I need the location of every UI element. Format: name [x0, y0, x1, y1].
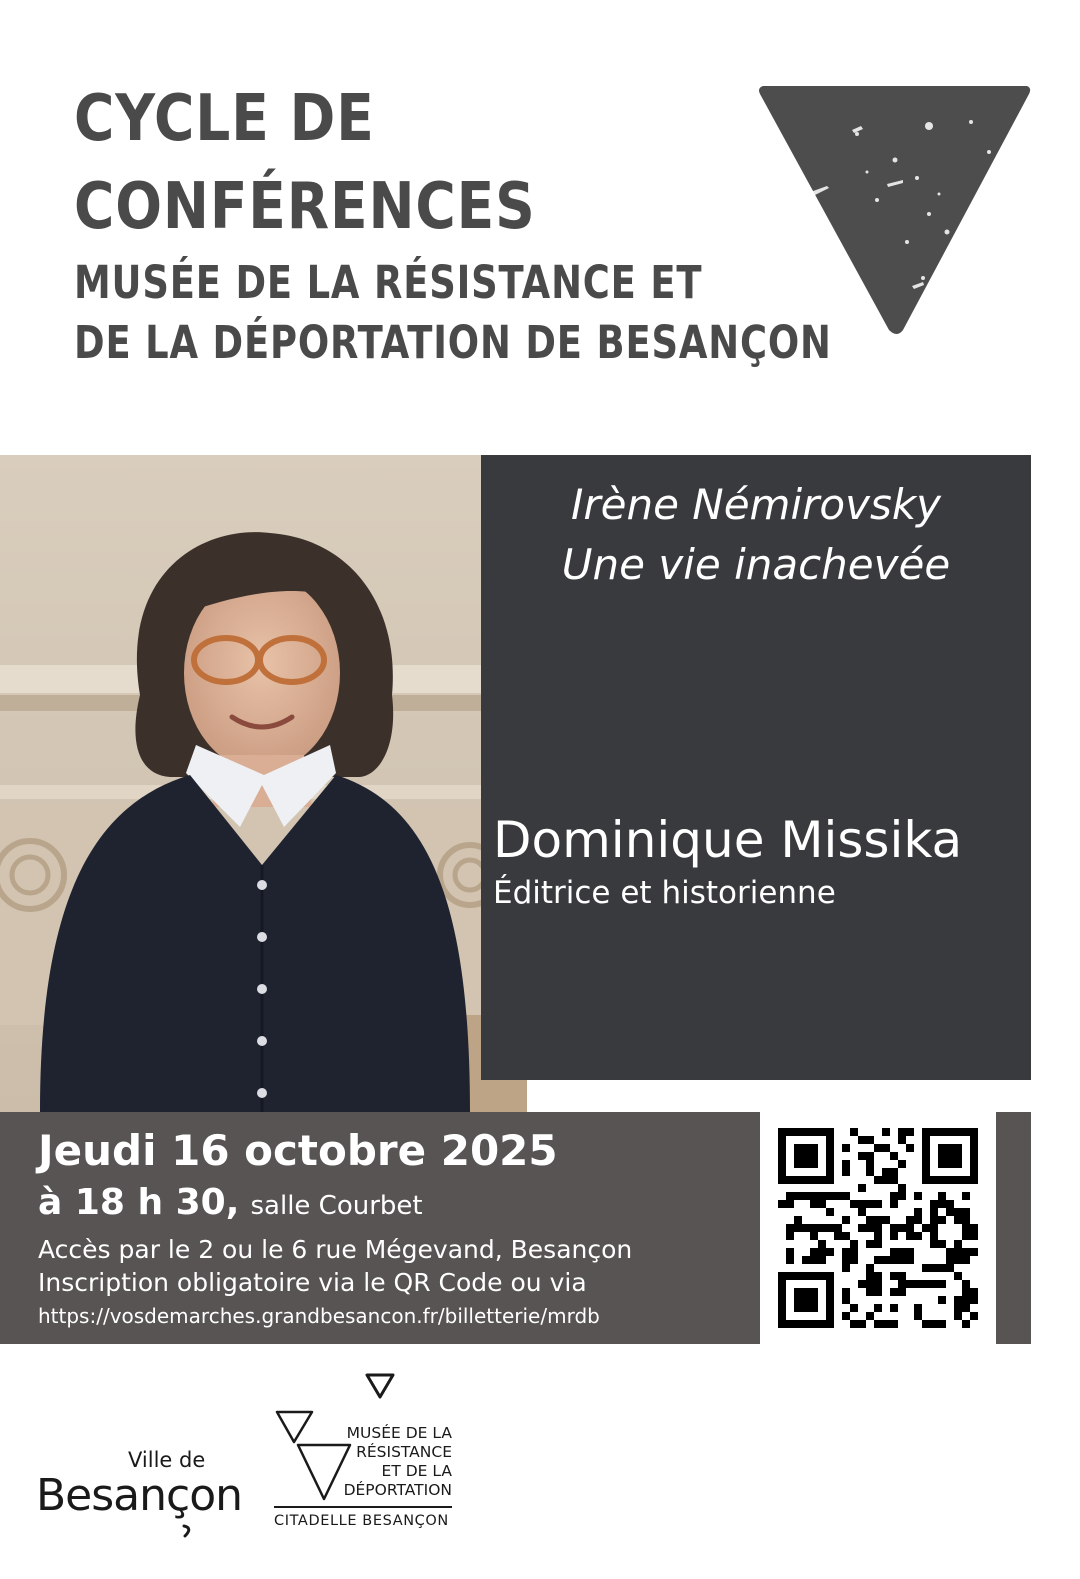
event-room: salle Courbet	[250, 1191, 423, 1221]
header-line-3: MUSÉE DE LA RÉSISTANCE ET	[74, 256, 703, 309]
qr-code-box[interactable]	[760, 1112, 996, 1344]
talk-title-line-1: Irène Némirovsky	[570, 480, 942, 529]
qr-code-icon[interactable]	[778, 1128, 978, 1328]
event-access: Accès par le 2 ou le 6 rue Mégevand, Besançon	[38, 1235, 633, 1264]
event-time-row	[38, 1182, 423, 1223]
talk-info-panel	[481, 455, 1031, 1080]
header-line-4: DE LA DÉPORTATION DE BESANÇON	[74, 316, 832, 369]
side-accent-bar	[996, 1112, 1031, 1344]
speaker-name: Dominique Missika	[493, 811, 963, 869]
musee-triangles-icon	[274, 1409, 354, 1504]
cedilla-mark-icon	[181, 1524, 195, 1538]
ville-de-besancon-logo	[36, 1448, 256, 1538]
event-date: Jeudi 16 octobre 2025	[38, 1126, 558, 1175]
musee-line-3: ET DE LA	[381, 1462, 452, 1480]
musee-line-2: RÉSISTANCE	[356, 1443, 452, 1461]
ville-logo-prefix: Ville de	[128, 1448, 206, 1472]
talk-title-line-2: Une vie inachevée	[561, 540, 951, 589]
musee-line-4: DÉPORTATION	[343, 1481, 452, 1499]
speaker-photo	[0, 455, 527, 1112]
event-url-link[interactable]: https://vosdemarches.grandbesancon.fr/billetterie/mrdb	[38, 1304, 600, 1328]
inverted-triangle-icon	[757, 82, 1032, 338]
header-line-1: CYCLE DE	[74, 82, 375, 156]
event-details-band	[0, 1112, 760, 1344]
musee-logo	[270, 1372, 470, 1537]
musee-bottom-line: CITADELLE BESANÇON	[274, 1513, 449, 1529]
ville-logo-name: Besançon	[36, 1470, 243, 1521]
event-time: à 18 h 30,	[38, 1182, 240, 1223]
speaker-role: Éditrice et historienne	[493, 875, 836, 911]
small-triangle-icon	[364, 1372, 396, 1400]
header-line-2: CONFÉRENCES	[74, 170, 536, 244]
event-registration: Inscription obligatoire via le QR Code ou via	[38, 1268, 587, 1297]
musee-line-1: MUSÉE DE LA	[346, 1424, 452, 1442]
musee-divider	[274, 1506, 452, 1508]
